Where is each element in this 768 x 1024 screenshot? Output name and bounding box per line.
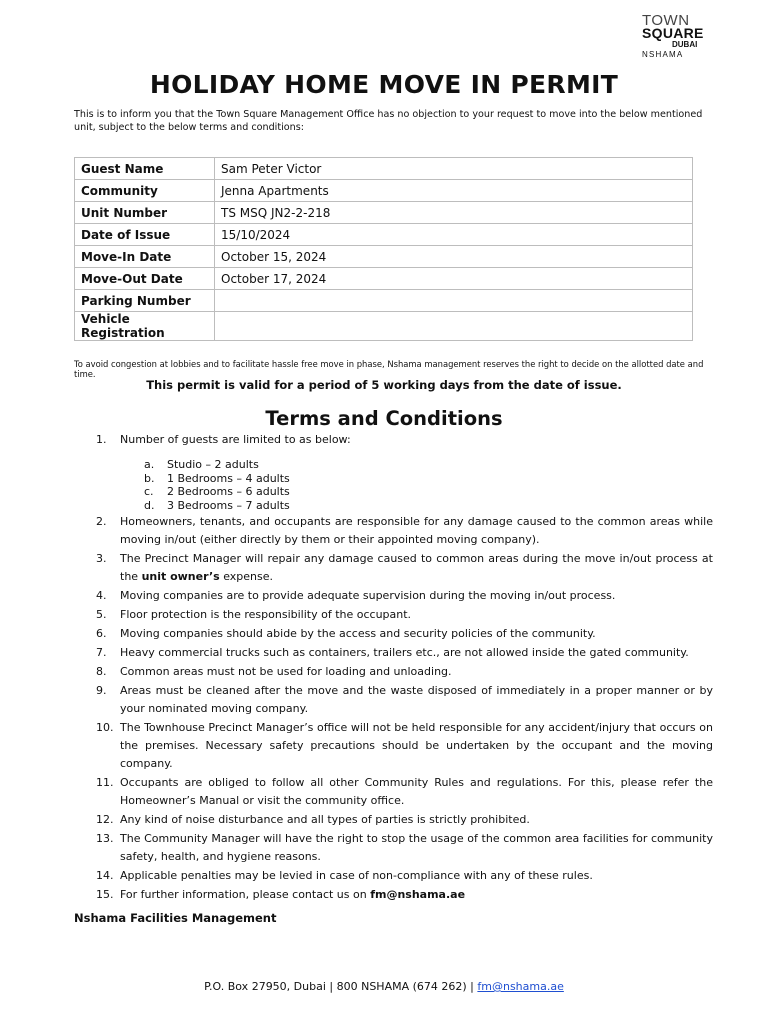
- validity-statement: This permit is valid for a period of 5 working days from the date of issue.: [146, 378, 622, 392]
- term-text: The Townhouse Precinct Manager’s office will not be held responsible for any accident/injury that occurs on the premises. Necessary safety precautions should be undertaken by the occupant and the moving company.: [120, 721, 713, 770]
- term-text: Homeowners, tenants, and occupants are responsible for any damage caused to the common areas while moving in/out (either directly by them or their appointed moving company).: [120, 515, 713, 546]
- list-item: [96, 625, 713, 643]
- term-text: Occupants are obliged to follow all other Community Rules and regulations. For this, please refer the Homeowner’s Manual or visit the community office.: [120, 776, 713, 807]
- term-text: Any kind of noise disturbance and all types of parties is strictly prohibited.: [120, 813, 530, 826]
- page-title: HOLIDAY HOME MOVE IN PERMIT: [149, 70, 619, 99]
- list-item: [96, 682, 713, 718]
- congestion-notice: To avoid congestion at lobbies and to facilitate hassle free move in phase, Nshama management reserves the right to decide on the allotted date and time.: [74, 359, 704, 379]
- term-text: Areas must be cleaned after the move and the waste disposed of immediately in a proper manner or by your nominated moving company.: [120, 684, 713, 715]
- term-text: Common areas must not be used for loading and unloading.: [120, 665, 452, 678]
- sub-letter: d.: [144, 498, 155, 512]
- table-row: [75, 312, 693, 341]
- list-item: [96, 867, 713, 885]
- detail-value: Jenna Apartments: [215, 180, 693, 202]
- term-number: 2.: [96, 515, 107, 528]
- detail-value: [215, 290, 693, 312]
- sub-text: Studio – 2 adults: [167, 458, 259, 471]
- detail-value: 15/10/2024: [215, 224, 693, 246]
- term-number: 3.: [96, 552, 107, 565]
- term-text: The Community Manager will have the right to stop the usage of the common area facilities for community safety, health, and hygiene reasons.: [120, 832, 713, 863]
- logo-line-town: TOWN: [642, 12, 690, 29]
- guest-limits-list: [120, 458, 713, 512]
- detail-value: TS MSQ JN2-2-218: [215, 202, 693, 224]
- sub-text: 1 Bedrooms – 4 adults: [167, 471, 290, 485]
- terms-list: [96, 431, 713, 905]
- term-text: Floor protection is the responsibility of the occupant.: [120, 608, 412, 621]
- sub-text: 3 Bedrooms – 7 adults: [167, 498, 290, 512]
- term-number: 4.: [96, 589, 107, 602]
- term-number: 8.: [96, 665, 107, 678]
- footer-address: P.O. Box 27950, Dubai | 800 NSHAMA (674 262) |: [204, 980, 478, 993]
- list-item: [96, 719, 713, 773]
- term-number: 15.: [96, 888, 114, 901]
- permit-details-table: [74, 157, 693, 341]
- detail-label: Unit Number: [75, 202, 215, 224]
- term-number: 11.: [96, 776, 114, 789]
- table-row: [75, 202, 693, 224]
- detail-value: [215, 312, 693, 341]
- intro-paragraph: This is to inform you that the Town Square Management Office has no objection to your request to move into the below mentioned unit, subject to the below terms and conditions:: [74, 109, 703, 133]
- detail-label: Date of Issue: [75, 224, 215, 246]
- term-text: [120, 886, 713, 904]
- term-number: 14.: [96, 869, 114, 882]
- term-text: Applicable penalties may be levied in case of non-compliance with any of these rules.: [120, 869, 593, 882]
- table-row: [75, 158, 693, 180]
- detail-label: Move-Out Date: [75, 268, 215, 290]
- term-text: Number of guests are limited to as below:: [120, 433, 351, 446]
- table-row: [75, 268, 693, 290]
- term-text-bold: unit owner’s: [141, 570, 220, 583]
- table-row: [75, 290, 693, 312]
- table-row: [75, 224, 693, 246]
- term-number: 7.: [96, 646, 107, 659]
- list-item: [144, 472, 713, 486]
- detail-label: Parking Number: [75, 290, 215, 312]
- detail-label: Community: [75, 180, 215, 202]
- list-item: [96, 550, 713, 586]
- detail-value: October 17, 2024: [215, 268, 693, 290]
- term-number: 9.: [96, 684, 107, 697]
- sub-text: 2 Bedrooms – 6 adults: [167, 485, 290, 498]
- list-item: [96, 587, 713, 605]
- sub-letter: b.: [144, 471, 155, 485]
- terms-heading: Terms and Conditions: [265, 407, 503, 430]
- detail-label: Guest Name: [75, 158, 215, 180]
- term-text-part: The Precinct Manager will repair any damage caused to common areas during the move in/out process at the: [120, 552, 713, 583]
- list-item: [96, 811, 713, 829]
- detail-value: Sam Peter Victor: [215, 158, 693, 180]
- footer-email-link[interactable]: fm@nshama.ae: [477, 980, 564, 993]
- term-text: Moving companies are to provide adequate supervision during the moving in/out process.: [120, 589, 616, 602]
- term-text-part: expense.: [219, 570, 274, 583]
- detail-label: Vehicle Registration: [75, 312, 215, 341]
- term-number: 13.: [96, 832, 114, 845]
- list-item: [96, 774, 713, 810]
- list-item: [96, 830, 713, 866]
- logo-line-dubai: DUBAI: [672, 40, 698, 49]
- signature-block: Nshama Facilities Management: [74, 911, 277, 925]
- list-item: [96, 663, 713, 681]
- term-text-part: For further information, please contact us on: [120, 888, 371, 901]
- table-row: [75, 246, 693, 268]
- sub-letter: a.: [144, 458, 155, 471]
- list-item: [96, 644, 713, 662]
- list-item: [144, 499, 713, 513]
- page-footer: [0, 980, 768, 993]
- contact-email-bold: fm@nshama.ae: [370, 888, 466, 901]
- table-row: [75, 180, 693, 202]
- list-item: [96, 513, 713, 549]
- list-item: [96, 431, 713, 512]
- term-text: [120, 550, 713, 586]
- detail-label: Move-In Date: [75, 246, 215, 268]
- detail-value: October 15, 2024: [215, 246, 693, 268]
- list-item: [96, 886, 713, 904]
- sub-letter: c.: [144, 485, 154, 498]
- logo-line-square: SQUARE: [642, 25, 704, 41]
- term-text: Moving companies should abide by the access and security policies of the community.: [120, 627, 596, 640]
- town-square-logo: [642, 14, 712, 60]
- list-item: [96, 606, 713, 624]
- logo-line-nshama: NSHAMA: [642, 50, 684, 59]
- term-number: 12.: [96, 813, 114, 826]
- list-item: [144, 458, 713, 472]
- term-number: 1.: [96, 433, 107, 446]
- list-item: [144, 485, 713, 499]
- term-number: 10.: [96, 721, 114, 734]
- term-text: Heavy commercial trucks such as containers, trailers etc., are not allowed inside the gated community.: [120, 646, 689, 659]
- term-number: 6.: [96, 627, 107, 640]
- term-number: 5.: [96, 608, 107, 621]
